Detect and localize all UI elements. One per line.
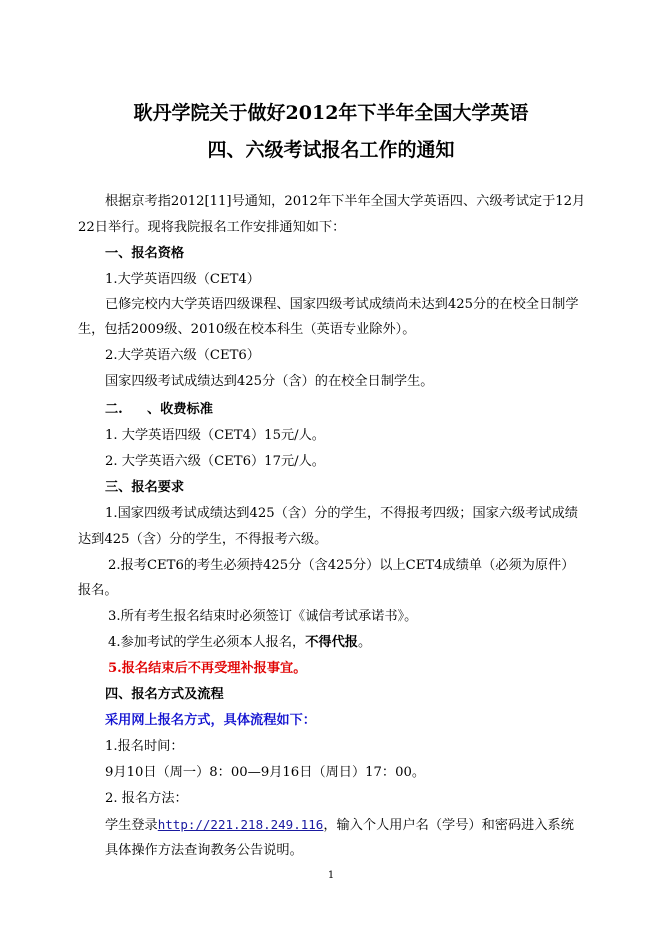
section2-heading-text: 、收费标准 xyxy=(147,402,213,417)
section2-heading-number: 二. xyxy=(105,402,123,417)
section3-item2-line1: 2.报考CET6的考生必须持425分（含425分）以上CET4成绩单（必须为原件） xyxy=(108,558,575,573)
section3-item4 xyxy=(108,634,371,652)
registration-link[interactable]: http://221.218.249.116 xyxy=(157,817,324,832)
section3-item1-line1: 1.国家四级考试成绩达到425（含）分的学生，不得报考四级；国家六级考试成绩 xyxy=(105,506,578,521)
page-number: 1 xyxy=(327,870,335,881)
section1-heading: 一、报名资格 xyxy=(105,246,185,261)
section2-item1: 1. 大学英语四级（CET4）15元/人。 xyxy=(105,428,325,443)
section3-item3: 3.所有考生报名结束时必须签订《诚信考试承诺书》。 xyxy=(108,609,418,624)
document-title-line1: 耿丹学院关于做好2012年下半年全国大学英语 xyxy=(133,102,529,124)
section2-item2: 2. 大学英语六级（CET6）17元/人。 xyxy=(105,454,325,469)
intro-line1: 根据京考指2012[11]号通知，2012年下半年全国大学英语四、六级考试定于12月 xyxy=(105,194,586,209)
section4-method-line1 xyxy=(105,816,574,835)
section3-heading: 三、报名要求 xyxy=(105,480,185,495)
section3-item2-line2: 报名。 xyxy=(78,583,118,598)
section4-heading: 四、报名方式及流程 xyxy=(105,687,224,702)
section3-item5-notice: 5.报名结束后不再受理补报事宜。 xyxy=(108,661,307,676)
section3-item4-suffix: 。 xyxy=(357,635,372,650)
section1-item2-desc: 国家四级考试成绩达到425分（含）的在校全日制学生。 xyxy=(105,374,434,389)
section4-method-prefix: 学生登录 xyxy=(105,818,158,833)
section1-item1: 1.大学英语四级（CET4） xyxy=(105,272,260,287)
section4-method-line2: 具体操作方法查询教务公告说明。 xyxy=(105,843,303,858)
section4-method-label: 2. 报名方法： xyxy=(105,791,188,806)
section1-item1-desc-line2: 生，包括2009级、2010级在校本科生（英语专业除外）。 xyxy=(78,322,416,337)
section1-item2: 2.大学英语六级（CET6） xyxy=(105,348,260,363)
document-title-line2: 四、六级考试报名工作的通知 xyxy=(207,139,455,161)
section3-item4-prefix: 4.参加考试的学生必须本人报名， xyxy=(108,635,306,650)
section4-time-label: 1.报名时间： xyxy=(105,739,184,754)
intro-line2: 22日举行。现将我院报名工作安排通知如下： xyxy=(78,220,346,235)
section4-method-suffix: ，输入个人用户名（学号）和密码进入系统 xyxy=(323,818,574,833)
section1-item1-desc-line1: 已修完校内大学英语四级课程、国家四级考试成绩尚未达到425分的在校全日制学 xyxy=(105,297,579,312)
section3-item4-emphasis: 不得代报 xyxy=(305,635,358,650)
section4-time-value: 9月10日（周一）8：00—9月16日（周日）17：00。 xyxy=(105,765,426,780)
section3-item1-line2: 达到425（含）分的学生，不得报考六级。 xyxy=(78,532,328,547)
section4-online-note: 采用网上报名方式，具体流程如下： xyxy=(105,713,316,728)
